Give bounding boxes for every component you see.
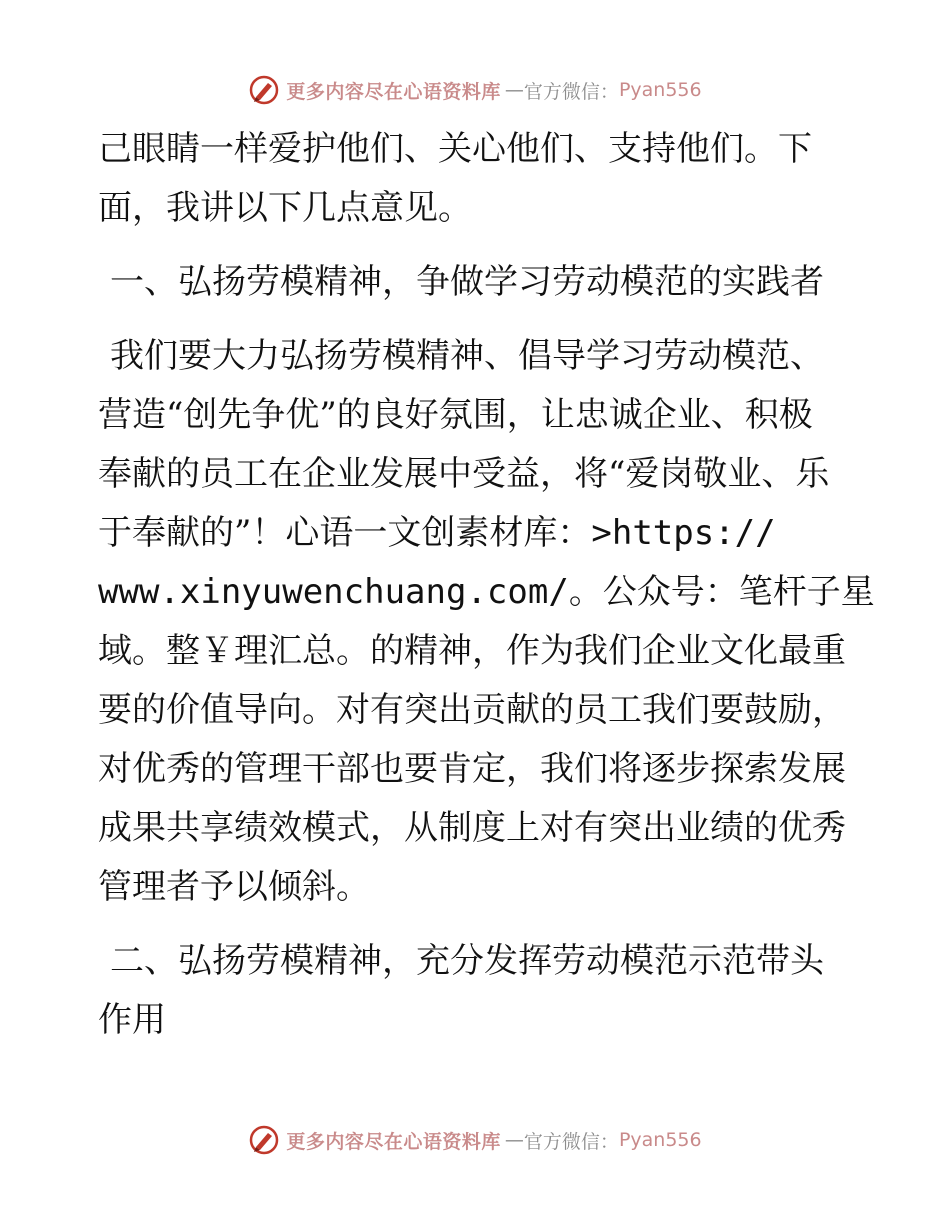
- banner-separator: —: [504, 79, 524, 101]
- body-line: 营造“创先争优”的良好氛围，让忠诚企业、积极: [98, 395, 813, 435]
- banner-separator: —: [504, 1129, 524, 1151]
- body-line-text: 。公众号：笔杆子星: [568, 572, 875, 612]
- banner-wechat-id: Pyan556: [618, 79, 702, 101]
- body-line: [98, 504, 858, 563]
- body-line: 域。整￥理汇总。的精神，作为我们企业文化最重: [98, 631, 846, 671]
- body-line: 己眼睛一样爱护他们、关心他们、支持他们。下: [98, 129, 812, 169]
- body-line: 成果共享绩效模式，从制度上对有突出业绩的优秀: [98, 808, 846, 848]
- section-heading-2: 二、弘扬劳模精神，充分发挥劳动模范示范带头: [110, 941, 824, 981]
- banner-wechat-label: 官方微信：: [523, 80, 619, 103]
- body-line: 管理者予以倾斜。: [98, 867, 370, 907]
- banner-wechat-id: Pyan556: [618, 1129, 702, 1151]
- banner-wechat-label: 官方微信：: [523, 1130, 619, 1153]
- body-line-text: 于奉献的”！心语一文创素材库：: [98, 513, 592, 553]
- banner-main-text: 更多内容尽在心语资料库: [286, 1130, 501, 1153]
- header-banner: [0, 72, 950, 108]
- body-line: [98, 563, 875, 622]
- url-fragment: >https://: [591, 513, 776, 553]
- banner-main-text: 更多内容尽在心语资料库: [286, 80, 501, 103]
- body-line: 对优秀的管理干部也要肯定，我们将逐步探索发展: [98, 749, 846, 789]
- pen-logo-icon: [248, 1124, 280, 1156]
- pen-logo-icon: [248, 74, 280, 106]
- body-line: 要的价值导向。对有突出贡献的员工我们要鼓励，: [98, 690, 846, 730]
- section-heading-2-cont: 作用: [98, 1000, 166, 1040]
- body-line: 奉献的员工在企业发展中受益，将“爱岗敬业、乐: [98, 454, 830, 494]
- body-line: 我们要大力弘扬劳模精神、倡导学习劳动模范、: [110, 336, 824, 376]
- document-body: [98, 120, 875, 1050]
- footer-banner: [0, 1122, 950, 1158]
- url-link: www.xinyuwenchuang.com/: [98, 572, 569, 612]
- section-heading-1: 一、弘扬劳模精神，争做学习劳动模范的实践者: [110, 262, 824, 302]
- body-line: 面，我讲以下几点意见。: [98, 188, 472, 228]
